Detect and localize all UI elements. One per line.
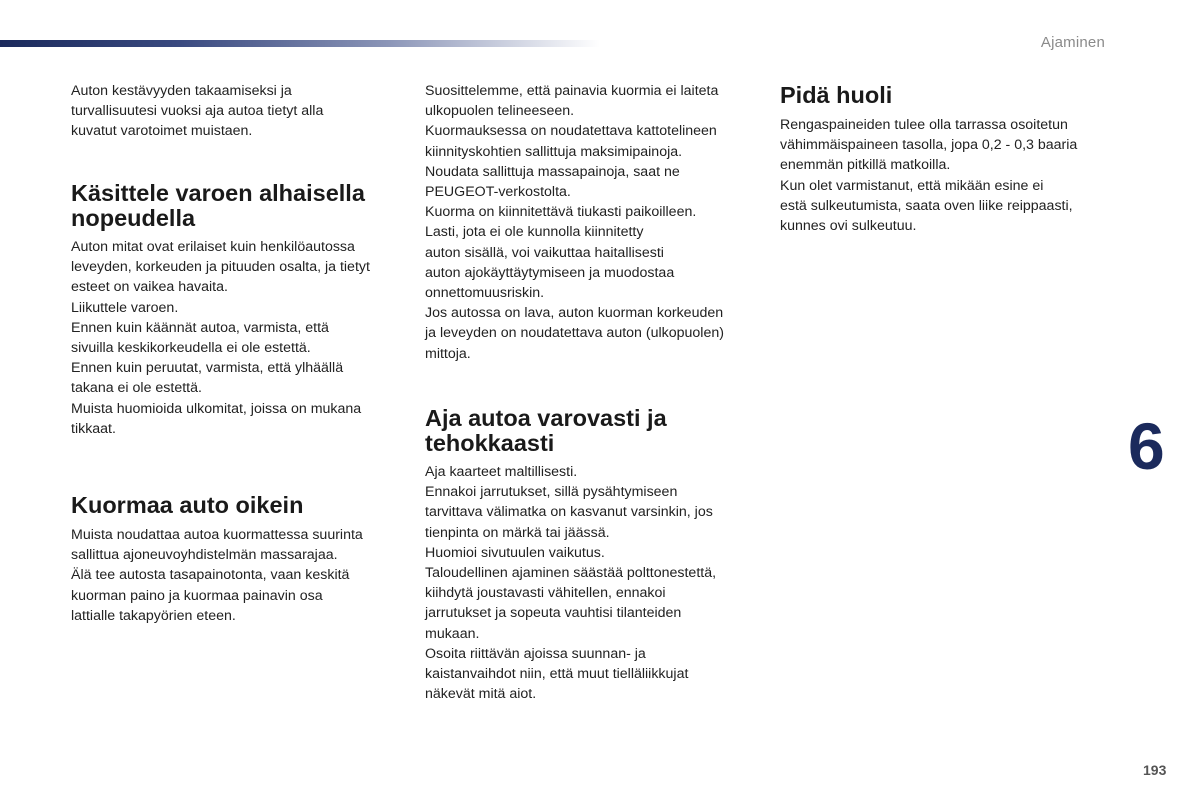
heading-line: Pidä huoli xyxy=(780,82,893,108)
section-heading xyxy=(780,83,1115,108)
text-line: leveyden, korkeuden ja pituuden osalta, ja tietyt xyxy=(71,259,370,276)
text-line: esteet on vaikea havaita. xyxy=(71,279,228,296)
text-line: Aja kaarteet maltillisesti. xyxy=(425,464,578,480)
text-line: kuorman paino ja kuormaa painavin osa xyxy=(71,587,323,604)
text-line: Liikuttele varoen. xyxy=(71,299,179,316)
section-body xyxy=(780,115,1115,236)
text-line: kunnes ovi sulkeutuu. xyxy=(780,218,917,235)
text-line: kaistanvaihdot niin, että muut tielläliikkujat xyxy=(425,666,689,683)
text-line: Kuormauksessa on noudatettava kattotelineen xyxy=(425,123,717,140)
text-line: estä sulkeutumista, saata oven liike reippaasti, xyxy=(780,197,1073,214)
text-line: sivuilla keskikorkeudella ei ole estettä. xyxy=(71,340,311,357)
text-line: Suosittelemme, että painavia kuormia ei laiteta xyxy=(425,83,719,99)
section-heading xyxy=(425,406,760,456)
text-line: vähimmäispaineen tasolla, jopa 0,2 - 0,3 baaria xyxy=(780,137,1078,154)
text-line: Rengaspaineiden tulee olla tarrassa osoitetun xyxy=(780,117,1068,133)
heading-line: tehokkaasti xyxy=(425,430,555,456)
heading-line: nopeudella xyxy=(71,205,196,231)
section-heading xyxy=(71,181,406,231)
chapter-number: 6 xyxy=(1128,409,1165,483)
section-header: Ajaminen xyxy=(1040,34,1105,51)
text-line: Muista huomioida ulkomitat, joissa on mukana xyxy=(71,400,362,417)
text-line: turvallisuutesi vuoksi aja autoa tietyt alla xyxy=(71,103,324,120)
section-body xyxy=(71,525,406,626)
heading-line: Aja autoa varovasti ja xyxy=(425,405,667,431)
intro-paragraph xyxy=(71,81,406,142)
text-line: mukaan. xyxy=(425,625,480,642)
text-line: Kuorma on kiinnitettävä tiukasti paikoilleen. xyxy=(425,204,697,221)
text-line: kiihdytä joustavasti vähitellen, ennakoi xyxy=(425,585,666,602)
text-line: Muista noudattaa autoa kuormattessa suurinta xyxy=(71,527,363,543)
text-line: Ennen kuin käännät autoa, varmista, että xyxy=(71,319,329,336)
page-number: 193 xyxy=(1143,762,1167,778)
text-line: näkevät mitä aiot. xyxy=(425,686,537,703)
text-line: auton ajokäyttäytymiseen ja muodostaa xyxy=(425,264,675,281)
text-line: mittoja. xyxy=(425,345,471,362)
text-line: ja leveyden on noudatettava auton (ulkopuolen) xyxy=(425,325,724,342)
heading-line: Käsittele varoen alhaisella xyxy=(71,180,365,206)
text-line: tienpinta on märkä tai jäässä. xyxy=(425,524,610,541)
heading-line: Kuormaa auto oikein xyxy=(71,492,304,518)
text-line: PEUGEOT-verkostolta. xyxy=(425,184,571,201)
text-line: kuvatut varotoimet muistaen. xyxy=(71,123,253,140)
text-line: Kun olet varmistanut, että mikään esine ei xyxy=(780,177,1044,194)
text-line: tarvittava välimatka on kasvanut varsinkin, jos xyxy=(425,504,713,521)
text-line: Auton kestävyyden takaamiseksi ja xyxy=(71,83,292,99)
section-body xyxy=(71,237,406,439)
intro-paragraph xyxy=(425,81,760,364)
text-line: Älä tee autosta tasapainotonta, vaan keskitä xyxy=(71,567,350,584)
text-line: Taloudellinen ajaminen säästää polttonestettä, xyxy=(425,565,717,582)
text-line: Noudata sallittuja massapainoja, saat ne xyxy=(425,163,680,180)
text-line: jarrutukset ja sopeuta vauhtisi tilanteiden xyxy=(425,605,682,622)
text-line: Osoita riittävän ajoissa suunnan- ja xyxy=(425,645,646,662)
text-line: Ennakoi jarrutukset, sillä pysähtymiseen xyxy=(425,484,678,501)
text-line: takana ei ole estettä. xyxy=(71,380,202,397)
text-line: Auton mitat ovat erilaiset kuin henkilöautossa xyxy=(71,239,355,255)
text-line: lattialle takapyörien eteen. xyxy=(71,607,236,624)
text-line: tikkaat. xyxy=(71,420,116,437)
text-line: Huomioi sivutuulen vaikutus. xyxy=(425,544,605,561)
section-heading xyxy=(71,493,406,518)
text-line: enemmän pitkillä matkoilla. xyxy=(780,157,951,174)
text-line: ulkopuolen telineeseen. xyxy=(425,103,575,120)
header-accent-bar xyxy=(0,40,600,47)
text-line: kiinnityskohtien sallittuja maksimipainoja. xyxy=(425,143,683,160)
text-line: Jos autossa on lava, auton kuorman korkeuden xyxy=(425,305,724,322)
text-line: onnettomuusriskin. xyxy=(425,285,545,302)
text-line: Lasti, jota ei ole kunnolla kiinnitetty xyxy=(425,224,644,241)
text-line: Ennen kuin peruutat, varmista, että ylhäällä xyxy=(71,360,344,377)
section-body xyxy=(425,462,760,704)
text-line: auton sisällä, voi vaikuttaa haitallisesti xyxy=(425,244,664,261)
text-line: sallittua ajoneuvoyhdistelmän massarajaa. xyxy=(71,547,338,564)
